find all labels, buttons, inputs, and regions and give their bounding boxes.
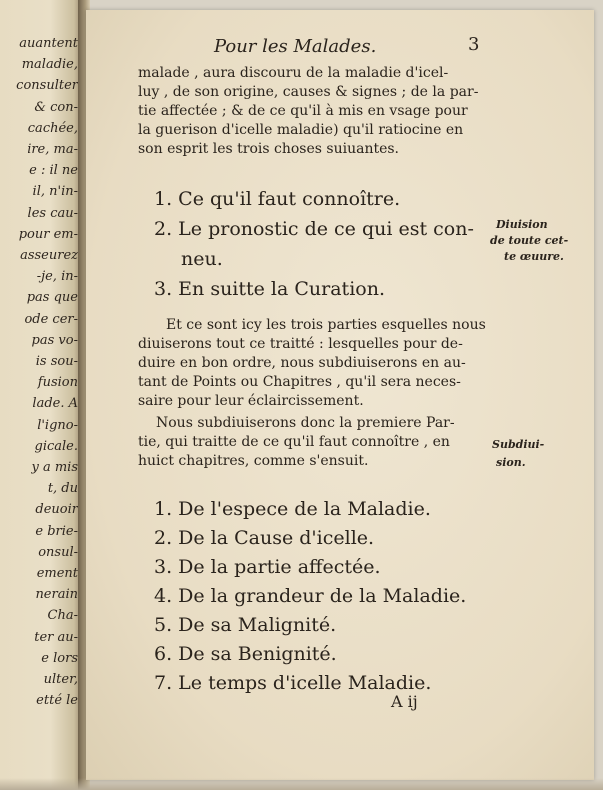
left-page-line: ter au- <box>34 629 78 645</box>
intro-line: la guerison d'icelle maladie) qu'il ratiocine en <box>138 122 464 138</box>
margin-note-line: sion. <box>496 456 526 469</box>
left-page-line: auantent <box>19 36 78 51</box>
left-page-line: t, du <box>47 481 78 497</box>
bottom-shadow <box>0 778 603 790</box>
left-page-line: e : il ne <box>29 163 78 179</box>
left-page-line: deuoir <box>35 502 78 518</box>
left-page-line: e brie- <box>35 523 78 539</box>
intro-line: son esprit les trois choses suiuantes. <box>138 141 400 157</box>
division-line: huict chapitres, comme s'ensuit. <box>138 453 369 469</box>
division-line: Et ce sont icy les trois parties esquelles nous <box>166 317 486 333</box>
chapter-item: 3. De la partie affectée. <box>154 556 381 578</box>
page-number: 3 <box>468 34 480 55</box>
left-page-line: pour em- <box>18 226 78 242</box>
list-item: 3. En suitte la Curation. <box>154 278 385 300</box>
left-page-line: il, n'in- <box>32 184 78 200</box>
left-page-line: consulter <box>16 78 78 94</box>
chapter-item: 6. De sa Benignité. <box>154 643 337 665</box>
left-page-line: ulter, <box>43 672 78 687</box>
chapter-item: 1. De l'espece de la Maladie. <box>154 498 431 520</box>
running-title: Pour les Malades. <box>214 36 377 57</box>
division-line: diuiserons tout ce traitté : lesquelles pour de- <box>138 336 463 352</box>
division-line: duire en bon ordre, nous subdiuiserons en au- <box>138 355 466 371</box>
left-page-line: & con- <box>34 99 78 115</box>
margin-note-line: Subdiui- <box>492 438 545 451</box>
left-page-line: cachée, <box>27 120 78 136</box>
left-page-line: pas que <box>26 290 78 306</box>
chapter-item: 2. De la Cause d'icelle. <box>154 527 375 549</box>
left-page-line: onsul- <box>38 544 78 560</box>
signature-mark: A ij <box>391 692 418 711</box>
margin-note-line: Diuision <box>496 218 548 231</box>
right-page <box>86 10 594 780</box>
left-page-line: -je, in- <box>36 269 78 285</box>
left-page-line: les cau- <box>27 205 78 221</box>
left-page-line: nerain <box>35 587 78 603</box>
margin-note-line: de toute cet- <box>490 234 569 247</box>
left-page-line: y a mis <box>31 460 78 475</box>
division-line: tie, qui traitte de ce qu'il faut connoître , en <box>138 434 450 450</box>
left-page-line: etté le <box>36 693 78 709</box>
division-line: Nous subdiuiserons donc la premiere Par- <box>156 415 455 431</box>
left-page-line: ode cer- <box>24 311 78 327</box>
list-item: neu. <box>181 248 223 270</box>
left-page-line: ire, ma- <box>27 142 78 157</box>
margin-note-line: te œuure. <box>504 250 564 263</box>
left-page <box>0 0 84 790</box>
intro-line: luy , de son origine, causes & signes ; de la par- <box>138 84 479 100</box>
left-page-line: ement <box>36 566 78 581</box>
left-page-line: Cha- <box>47 608 78 624</box>
left-page-line: pas vo- <box>31 332 78 348</box>
left-page-line: gicale. <box>34 438 78 454</box>
left-page-line: asseurez <box>20 248 78 263</box>
left-page-line: l'igno- <box>37 417 78 433</box>
left-page-line: fusion <box>37 375 78 391</box>
chapter-item: 7. Le temps d'icelle Maladie. <box>154 672 432 694</box>
left-page-line: e lors <box>41 650 78 666</box>
left-page-line: lade. A <box>32 396 78 412</box>
left-page-line: maladie, <box>21 57 78 73</box>
division-line: tant de Points ou Chapitres , qu'il sera neces- <box>138 374 461 390</box>
list-item: 1. Ce qu'il faut connoître. <box>154 188 401 210</box>
list-item: 2. Le pronostic de ce qui est con- <box>154 218 474 240</box>
intro-line: malade , aura discouru de la maladie d'icel- <box>138 65 449 81</box>
chapter-item: 5. De sa Malignité. <box>154 614 337 636</box>
intro-line: tie affectée ; & de ce qu'il à mis en vsage pour <box>138 103 468 119</box>
left-page-line: is sou- <box>35 354 78 369</box>
chapter-item: 4. De la grandeur de la Maladie. <box>154 585 467 607</box>
division-line: saire pour leur éclaircissement. <box>138 393 364 409</box>
